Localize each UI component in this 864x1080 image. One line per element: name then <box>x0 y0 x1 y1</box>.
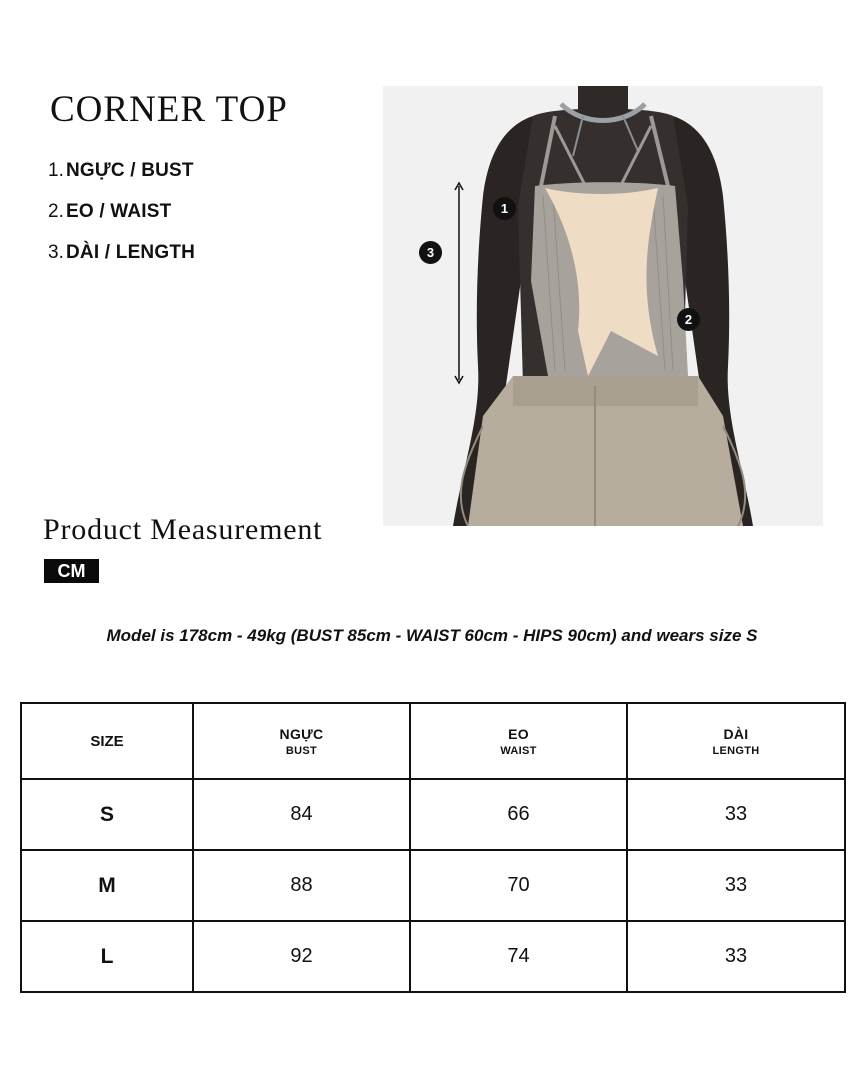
waist-cell: 74 <box>410 921 627 992</box>
table-row <box>21 850 845 921</box>
bust-cell: 84 <box>193 779 410 850</box>
header-sub: LENGTH <box>712 744 760 757</box>
header-main: DÀI <box>723 725 749 742</box>
header-size: SIZE <box>21 703 193 779</box>
legend-number: 3. <box>48 242 64 263</box>
unit-badge: CM <box>44 559 99 583</box>
marker-bust: 1 <box>493 197 516 220</box>
waist-cell: 70 <box>410 850 627 921</box>
table-row <box>21 921 845 992</box>
length-cell: 33 <box>627 921 845 992</box>
size-cell: S <box>21 779 193 850</box>
header-waist <box>410 703 627 779</box>
header-sub: WAIST <box>500 744 537 757</box>
size-cell: M <box>21 850 193 921</box>
model-note: Model is 178cm - 49kg (BUST 85cm - WAIST 60cm - HIPS 90cm) and wears size S <box>106 626 758 645</box>
length-cell: 33 <box>627 850 845 921</box>
header-length <box>627 703 845 779</box>
size-cell: L <box>21 921 193 992</box>
marker-length: 3 <box>419 241 442 264</box>
waist-cell: 66 <box>410 779 627 850</box>
header-main: NGỰC <box>279 725 324 742</box>
model-illustration <box>383 86 823 526</box>
size-chart-table <box>20 702 846 993</box>
legend-number: 2. <box>48 201 64 222</box>
legend-item-length <box>48 242 195 283</box>
product-photo <box>383 86 823 526</box>
legend-label: EO / WAIST <box>66 201 172 222</box>
header-bust <box>193 703 410 779</box>
legend-number: 1. <box>48 160 64 181</box>
marker-waist: 2 <box>677 308 700 331</box>
bust-cell: 88 <box>193 850 410 921</box>
product-title: CORNER TOP <box>50 89 288 130</box>
length-cell: 33 <box>627 779 845 850</box>
legend-item-waist <box>48 201 195 242</box>
legend-item-bust <box>48 160 195 201</box>
bust-cell: 92 <box>193 921 410 992</box>
header-main: EO <box>508 725 529 742</box>
legend-label: DÀI / LENGTH <box>66 242 196 263</box>
table-row <box>21 779 845 850</box>
table-header-row <box>21 703 845 779</box>
measurement-heading: Product Measurement <box>43 513 323 546</box>
legend-label: NGỰC / BUST <box>66 160 194 181</box>
header-sub: BUST <box>285 744 318 757</box>
measurement-legend <box>48 160 195 283</box>
